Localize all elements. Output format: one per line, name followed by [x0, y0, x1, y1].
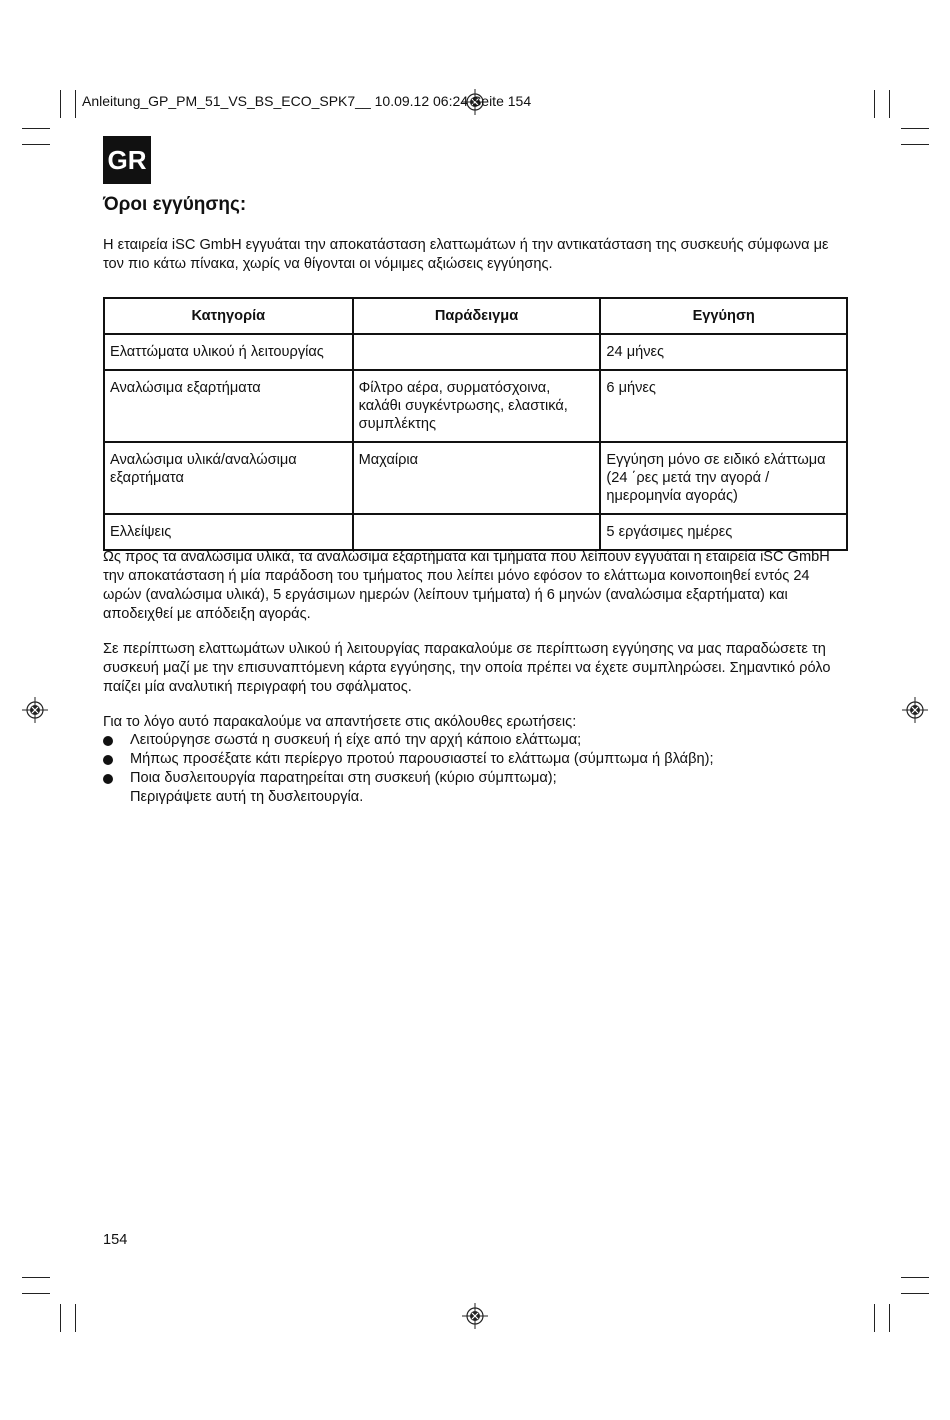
question-text: Λειτούργησε σωστά η συσκευή ή είχε από την αρχή κάποιο ελάττωμα; [130, 732, 582, 748]
print-slug-header: Anleitung_GP_PM_51_VS_BS_ECO_SPK7__ 10.09.12 06:24 Seite 154 [82, 93, 532, 109]
table-cell: Μαχαίρια [353, 442, 601, 514]
registration-mark-icon [462, 1303, 488, 1329]
bullet-icon [103, 755, 113, 765]
table-cell [353, 514, 601, 550]
crop-mark [75, 1304, 76, 1332]
bullet-icon [103, 736, 113, 746]
crop-mark [22, 1277, 50, 1278]
crop-mark [889, 90, 890, 118]
table-cell: 6 μήνες [600, 370, 847, 442]
crop-mark [901, 1293, 929, 1294]
table-cell: Φίλτρο αέρα, συρματόσχοινα, καλάθι συγκέντρωσης, ελαστικά, συμπλέκτης [353, 370, 601, 442]
question-text: Ποια δυσλειτουργία παρατηρείται στη συσκευή (κύριο σύμπτωμα); Περιγράψετε αυτή τη δυσλειτουργία. [130, 770, 557, 805]
table-cell [353, 334, 601, 370]
table-header-row [104, 298, 847, 334]
crop-mark [60, 90, 61, 118]
table-row [104, 334, 847, 370]
crop-mark [874, 90, 875, 118]
registration-mark-icon [902, 697, 928, 723]
crop-mark [901, 1277, 929, 1278]
crop-mark [60, 1304, 61, 1332]
crop-mark [22, 1293, 50, 1294]
crop-mark [75, 90, 76, 118]
table-cell: 24 μήνες [600, 334, 847, 370]
table-cell: Αναλώσιμα εξαρτήματα [104, 370, 353, 442]
page-title: Όροι εγγύησης: [103, 194, 247, 215]
column-header-warranty: Εγγύηση [600, 298, 847, 334]
questions-intro: Για το λόγο αυτό παρακαλούμε να απαντήσετε στις ακόλουθες ερωτήσεις: [103, 714, 577, 730]
registration-mark-icon [22, 697, 48, 723]
crop-mark [22, 144, 50, 145]
crop-mark [901, 144, 929, 145]
page-number: 154 [103, 1232, 128, 1248]
table-row [104, 514, 847, 550]
intro-paragraph: Η εταιρεία iSC GmbH εγγυάται την αποκατάσταση ελαττωμάτων ή την αντικατάσταση της συσκευής σύμφωνα με τον πιο κάτω πίνακα, χωρίς να θίγονται οι νόμιμες αξιώσεις εγγύησης. [103, 237, 829, 272]
defects-paragraph: Σε περίπτωση ελαττωμάτων υλικού ή λειτουργίας παρακαλούμε σε περίπτωση εγγύησης να μας παραδώσετε τη συσκευή μαζί με την επισυναπτόμενη κάρτα εγγύησης, την οποία πρέπει να έχετε συμπληρώσει. Σημαντικό ρόλο παίζει μία αναλυτική περιγραφή του σφάλματος. [103, 641, 831, 695]
consumables-paragraph: Ως προς τα αναλώσιμα υλικά, τα αναλώσιμα εξαρτήματα και τμήματα που λείπουν εγγυάται η εταιρεία iSC GmbH την αποκατάσταση ή μία παράδοση του τμήματος που λείπει μόνο εφόσον το ελάττωμα κοινοποιηθεί εντός 24 ωρών (αναλώσιμα υλικά), 5 εργάσιμων ημερών (λείπουν τμήματα) ή 6 μηνών (αναλώσιμα εξαρτήματα) και αποδειχθεί με απόδειξη αγοράς. [103, 549, 830, 622]
questions-list [103, 731, 848, 807]
question-text: Μήπως προσέξατε κάτι περίεργο προτού παρουσιαστεί το ελάττωμα (σύμπτωμα ή βλάβη); [130, 751, 714, 767]
bullet-icon [103, 774, 113, 784]
crop-mark [889, 1304, 890, 1332]
column-header-category: Κατηγορία [104, 298, 353, 334]
table-cell: Ελλείψεις [104, 514, 353, 550]
table-cell: Αναλώσιμα υλικά/αναλώσιμα εξαρτήματα [104, 442, 353, 514]
table-cell: Εγγύηση μόνο σε ειδικό ελάττωμα (24 ΄ρες μετά την αγορά / ημερομηνία αγοράς) [600, 442, 847, 514]
list-item [103, 750, 848, 769]
table-row [104, 370, 847, 442]
table-cell: 5 εργάσιμες ημέρες [600, 514, 847, 550]
list-item [103, 731, 848, 750]
crop-mark [874, 1304, 875, 1332]
crop-mark [22, 128, 50, 129]
table-cell: Ελαττώματα υλικού ή λειτουργίας [104, 334, 353, 370]
crop-mark [901, 128, 929, 129]
table-row [104, 442, 847, 514]
language-badge: GR [103, 136, 151, 184]
warranty-table [103, 297, 848, 551]
column-header-example: Παράδειγμα [353, 298, 601, 334]
list-item [103, 769, 848, 807]
